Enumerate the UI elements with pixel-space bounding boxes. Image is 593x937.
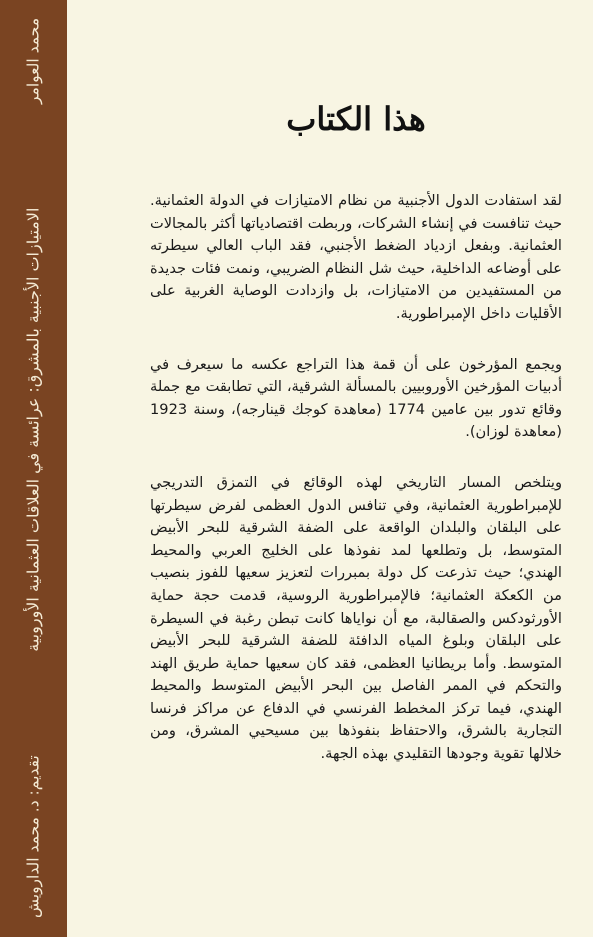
spine-author: محمد العوامر — [24, 18, 42, 105]
paragraph: لقد استفادت الدول الأجنبية من نظام الامتيازات في الدولة العثمانية. حيث تنافست في إنشاء الشركات، وربطت اقتصادياتها أكثر بالمجالات العثمانية. وبفعل ازدياد الضغط الأجنبي، فقد الباب العالي سيطرته على أوضاعه الداخلية، حيث شل النظام الضريبي، ونمت فئات جديدة من المستفيدين من الامتيازات، بل وازدادت الوصاية الغربية على الأقليات داخل الإمبراطورية. — [150, 192, 562, 322]
spine-text — [24, 18, 43, 918]
book-spine — [0, 0, 67, 937]
spine-title: الامتيازات الأجنبية بالمشرق: عرائسة في العلاقات العثمانية الأوروبية — [23, 207, 43, 652]
spine-introduction: تقديم: د. محمد الدارويش — [24, 755, 42, 918]
blurb-text — [150, 190, 562, 794]
paragraph: ويتلخص المسار التاريخي لهذه الوقائع في التمزق التدريجي للإمبراطورية العثمانية، وفي تنافس الدول العظمى لفرض سيطرتها على البلقان والبلدان الواقعة على الضفة الشرقية للبحر الأبيض المتوسط، بل وتطلعها لمد نفوذها على الخليج العربي والمحيط الهندي؛ حيث تذرعت كل دولة بمبررات لتعزيز سعيها للفوز بنصيب من الكعكة العثمانية؛ فالإمبراطورية الروسية، قدمت حجة حماية الأورثودكس والصقالبة، مع أن نواياها كانت تبطن رغبة في السيطرة على البلقان وبلوغ المياه الدافئة للضفة الشرقية للبحر الأبيض المتوسط. وأما بريطانيا العظمى، فقد كان سعيها حماية طريق الهند والتحكم في الممر الفاصل بين البحر الأبيض المتوسط والمحيط الهندي، فيما تركز المخطط الفرنسي في الدفاع عن مراكز فرنسا التجارية بالشرق، والاحتفاظ بنفوذها بين مسيحيي المشرق، ومن خلالها تقوية وجودها التقليدي بهذه الجهة. — [150, 473, 562, 763]
back-cover-content — [150, 0, 562, 937]
paragraph: ويجمع المؤرخون على أن قمة هذا التراجع عكسه ما سيعرف في أدبيات المؤرخين الأوروبيين بالمسألة الشرقية، التي تطابقت مع جملة وقائع تدور بين عامين 1774 (معاهدة كوجك قينارجه)، وسنة 1923 (معاهدة لوزان). — [150, 355, 562, 441]
page-title: هذا الكتاب — [286, 100, 426, 138]
